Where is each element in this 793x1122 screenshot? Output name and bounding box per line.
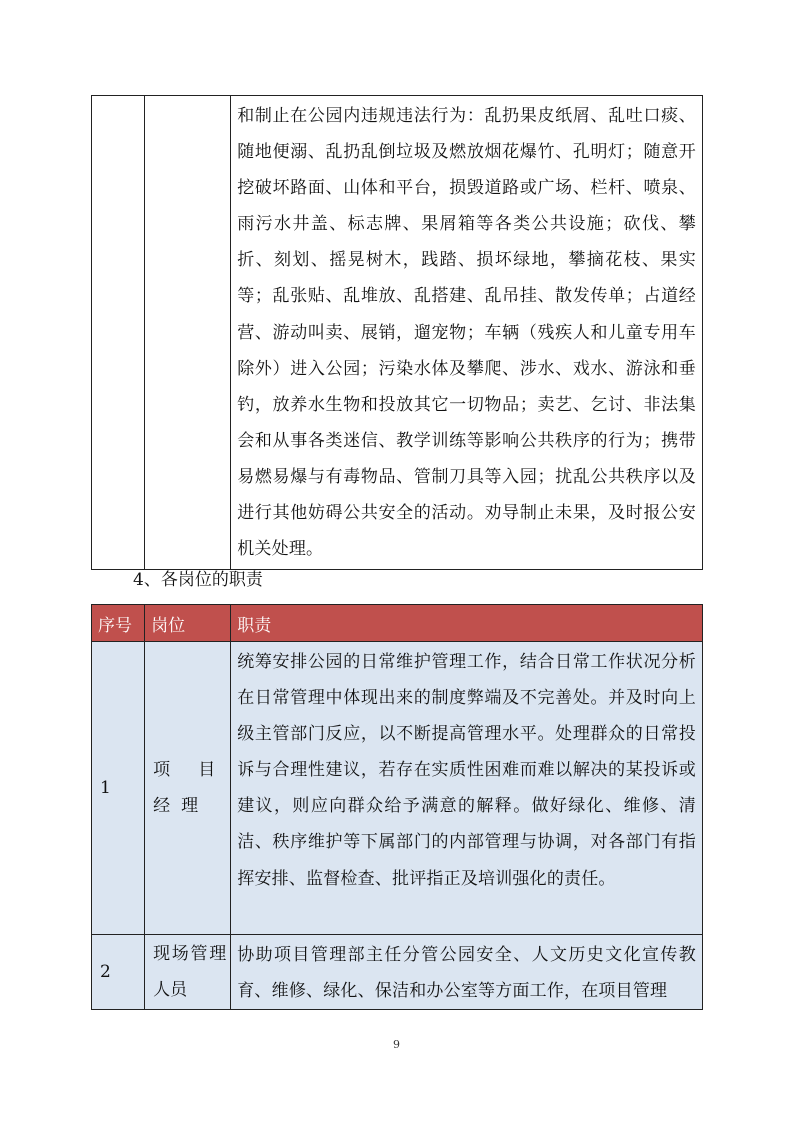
- duty-table: [91, 604, 703, 1010]
- header-num: 序号: [92, 605, 145, 642]
- post-name-text: 项目经理: [153, 760, 227, 816]
- empty-cell: [145, 96, 231, 570]
- post-name: [145, 642, 231, 935]
- continuation-table: [91, 95, 703, 570]
- empty-cell: [92, 96, 145, 570]
- duty-description: 统筹安排公园的日常维护管理工作，结合日常工作状况分析在日常管理中体现出来的制度弊端及不完善处。并及时向上级主管部门反应，以不断提高管理水平。处理群众的日常投诉与合理性建议，若存在实质性困难而难以解决的某投诉或建议，则应向群众给予满意的解释。做好绿化、维修、清洁、秩序维护等下属部门的内部管理与协调，对各部门有指挥安排、监督检查、批评指正及培训强化的责任。: [231, 642, 703, 935]
- row-number: 2: [92, 935, 145, 1010]
- header-duty: 职责: [231, 605, 703, 642]
- post-name: [145, 935, 231, 1010]
- page-number: 9: [393, 1038, 400, 1051]
- table-row: [92, 642, 703, 935]
- row-number: 1: [92, 642, 145, 935]
- table-row: [92, 935, 703, 1010]
- regulation-text: 和制止在公园内违规违法行为：乱扔果皮纸屑、乱吐口痰、随地便溺、乱扔乱倒垃圾及燃放烟花爆竹、孔明灯；随意开挖破坏路面、山体和平台，损毁道路或广场、栏杆、喷泉、雨污水井盖、标志牌、果屑箱等各类公共设施；砍伐、攀折、刻划、摇晃树木，践踏、损坏绿地，攀摘花枝、果实等；乱张贴、乱堆放、乱搭建、乱吊挂、散发传单；占道经营、游动叫卖、展销，遛宠物；车辆（残疾人和儿童专用车除外）进入公园；污染水体及攀爬、涉水、戏水、游泳和垂钓，放养水生物和投放其它一切物品；卖艺、乞讨、非法集会和从事各类迷信、教学训练等影响公共秩序的行为；携带易燃易爆与有毒物品、管制刀具等入园；扰乱公共秩序以及进行其他妨碍公共安全的活动。劝导制止未果，及时报公安机关处理。: [231, 96, 703, 570]
- post-name-text: 现场管理人员: [153, 944, 227, 1001]
- table-header-row: [92, 605, 703, 642]
- table-row: [92, 96, 703, 570]
- duty-description: 协助项目管理部主任分管公园安全、人文历史文化宣传教育、维修、绿化、保洁和办公室等方面工作，在项目管理: [231, 935, 703, 1010]
- header-post: 岗位: [145, 605, 231, 642]
- section-heading: 4、各岗位的职责: [133, 570, 263, 590]
